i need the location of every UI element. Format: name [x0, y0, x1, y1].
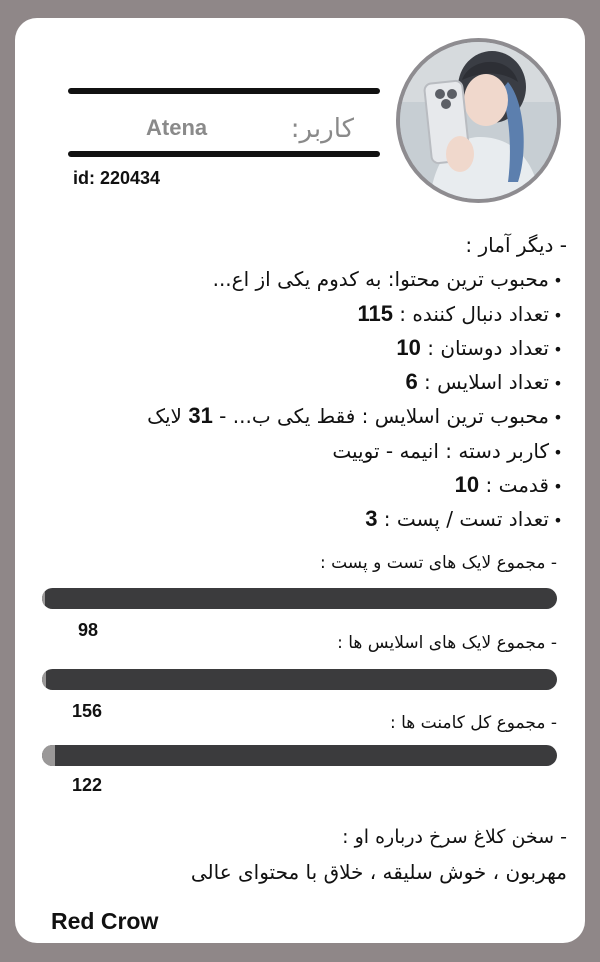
meter-value: 156 — [72, 701, 103, 721]
bullet-icon: • — [553, 442, 563, 462]
meter-title: - مجموع لایک های اسلایس ها : — [337, 633, 557, 653]
account-age: 10 — [454, 472, 480, 498]
stat-item: •تعداد دوستان : 10 — [47, 331, 567, 365]
username: Atena — [146, 115, 208, 140]
bullet-icon: • — [553, 408, 563, 428]
bullet-icon: • — [553, 374, 563, 394]
meter-value: 122 — [72, 775, 103, 795]
stat-item: •تعداد اسلایس : 6 — [47, 365, 567, 399]
bullet-icon: • — [553, 477, 563, 497]
top-slice-likes: 31 — [188, 403, 213, 429]
bottom-divider — [68, 151, 380, 157]
signature: Red Crow — [51, 908, 159, 934]
avatar-photo-icon — [400, 42, 557, 199]
bullet-icon: • — [553, 339, 563, 359]
progress-bar-fill — [42, 588, 45, 609]
stats-list — [47, 228, 567, 537]
quote-text: مهربون ، خوش سلیقه ، خلاق با محتوای عالی — [190, 860, 567, 884]
progress-bar-fill — [42, 745, 55, 766]
follower-count: 115 — [357, 300, 393, 326]
quote-title: - سخن کلاغ سرخ درباره او : — [342, 826, 567, 848]
meter-title: - مجموع کل کامنت ها : — [389, 713, 557, 733]
bullet-icon: • — [553, 511, 563, 531]
bullet-icon: • — [553, 305, 563, 325]
bullet-icon: • — [553, 271, 563, 291]
progress-bar-fill — [42, 669, 46, 690]
stat-item: •محبوب ترین محتوا: به کدوم یکی از اع... — [47, 262, 567, 296]
avatar[interactable] — [396, 38, 561, 203]
progress-bar — [42, 588, 557, 609]
user-id: id: 220434 — [73, 168, 161, 188]
meter-value: 98 — [78, 620, 99, 640]
progress-bar — [42, 745, 557, 766]
username-label: کاربر: — [290, 114, 354, 144]
stat-item: •کاربر دسته : انیمه - توییت — [47, 434, 567, 468]
stats-heading: - دیگر آمار : — [465, 233, 567, 257]
username-row — [68, 114, 380, 146]
friend-count: 10 — [396, 334, 421, 360]
progress-bar — [42, 669, 557, 690]
test-post-count: 3 — [365, 506, 378, 532]
meter-title: - مجموع لایک های تست و پست : — [319, 553, 557, 573]
slice-count: 6 — [405, 369, 418, 395]
top-divider — [68, 88, 380, 94]
stat-item: •تعداد تست / پست : 3 — [47, 502, 567, 536]
profile-card — [15, 18, 585, 943]
stat-item: •محبوب ترین اسلایس : فقط یکی ب... - 31 لایک — [47, 399, 567, 433]
stat-item: •تعداد دنبال کننده : 115 — [47, 297, 567, 331]
stat-item: •قدمت : 10 — [47, 468, 567, 502]
